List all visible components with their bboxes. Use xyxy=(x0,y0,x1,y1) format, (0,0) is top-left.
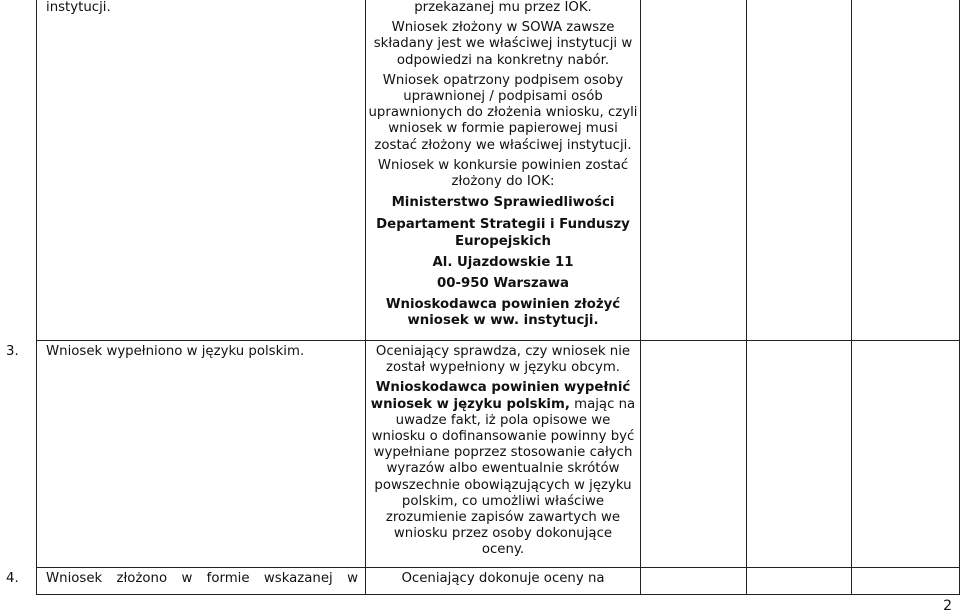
row-4-col2: Oceniający dokonuje oceny na xyxy=(401,571,605,586)
table-column-divider-2 xyxy=(640,0,641,595)
page-number: 2 xyxy=(943,598,952,614)
language-check: Oceniający sprawdza, czy wniosek nie został wypełniony w języku obcym. xyxy=(375,344,631,376)
table-border-bottom xyxy=(36,594,960,595)
row-divider-4 xyxy=(36,567,960,568)
row-3-col2 xyxy=(366,344,640,559)
ministry-name: Ministerstwo Sprawiedliwości xyxy=(391,195,615,211)
language-instruction: Wnioskodawca powinien wypełnić wniosek w języku polskim, mając na uwadze fakt, iż pola opisowe we wniosku o dofinansowanie powinny być wypełniane poprzez stosowanie całych wyrazów albo ewentualnie skrótów powszechnie obowiązujących w języku polskim, co umożliwi właściwe zrozumienie zapisów zawartych we wniosku przez osoby dokonujące oceny. xyxy=(370,380,636,558)
row-divider-3 xyxy=(36,340,960,341)
sowa-paragraph: Wniosek złożony w SOWA zawsze składany jest we właściwej instytucji w odpowiedzi na konkretny nabór. xyxy=(373,20,633,68)
signature-paragraph: Wniosek opatrzony podpisem osoby uprawnionej / podpisami osób uprawnionych do złożenia wniosku, czyli wniosek w formie papierowej musi zostać złożony we właściwej instytucji. xyxy=(368,72,638,153)
row-3-col1: Wniosek wypełniono w języku polskim. xyxy=(46,344,305,359)
department-name: Departament Strategii i Funduszy Europejskich xyxy=(376,217,630,249)
row-4-number: 4. xyxy=(6,571,19,586)
row-top-col2: przekazanej mu przez IOK. Wniosek złożony w SOWA zawsze składany jest we właściwej instytucji w odpowiedzi na konkretny nabór. Wniosek opatrzony podpisem osoby uprawnionej / podpisami osób uprawnionych do złożenia wniosku, czyli wniosek w formie papierowej musi zostać złożony we właściwej instytucji. Wniosek w konkursie powinien zostać złożony do IOK: Ministerstwo Sprawiedliwości Departament Strategii i Funduszy Europejskich Al. Ujazdowskie 11 00-950 Warszawa Wnioskodawca powinien złożyć wniosek w ww. instytucji. xyxy=(366,0,640,330)
row-3-number: 3. xyxy=(6,344,19,359)
submission-paragraph: Wniosek w konkursie powinien zostać złożony do IOK: xyxy=(377,157,629,190)
closing-note: Wnioskodawca powinien złożyć wniosek w ww. instytucji. xyxy=(385,297,621,329)
street-address: Al. Ujazdowskie 11 xyxy=(432,254,574,270)
table-column-divider-4 xyxy=(851,0,852,595)
table-border-left xyxy=(36,0,37,595)
row-4-col1: Wniosek złożono w formie wskazanej w xyxy=(46,571,358,586)
row-top-col1: instytucji. xyxy=(46,0,111,15)
city-address: 00-950 Warszawa xyxy=(436,276,569,292)
table-column-divider-3 xyxy=(746,0,747,595)
